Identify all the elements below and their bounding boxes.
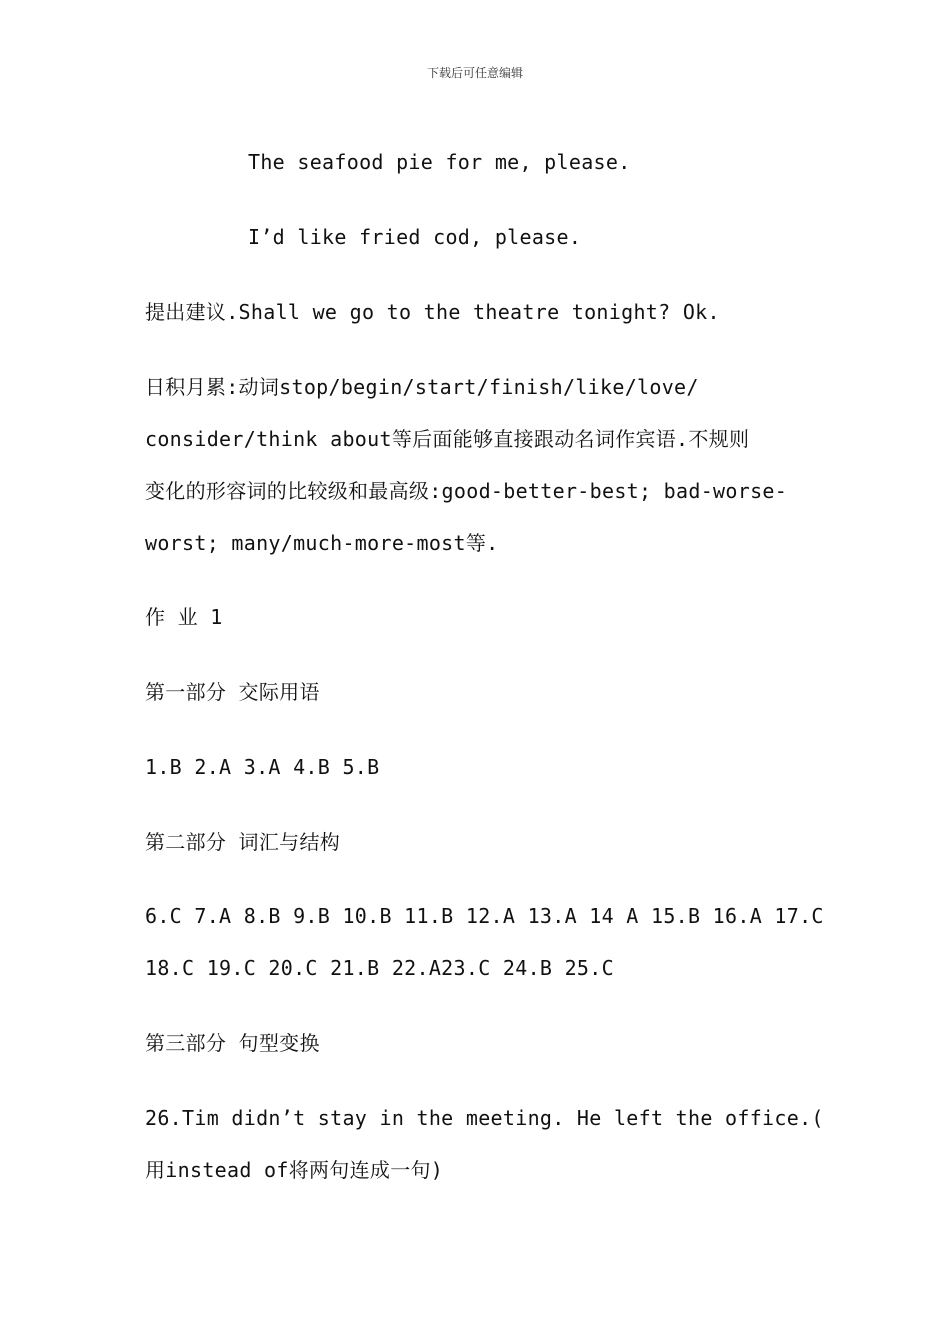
section-heading-2: 第二部分 词汇与结构 [145,830,341,854]
section-heading-1: 第一部分 交际用语 [145,680,320,704]
answers-section-2-line-2: 18.C 19.C 20.C 21.B 22.A23.C 24.B 25.C [145,956,614,980]
note-line-2: consider/think about等后面能够直接跟动名词作宾语.不规则 [145,427,750,451]
page-header: 下载后可任意编辑 [426,66,523,80]
dialogue-line-cod: I’d like fried cod, please. [248,225,582,249]
question-26-line-2: 用instead of将两句连成一句) [145,1158,444,1182]
suggestion-line: 提出建议.Shall we go to the theatre tonight? Ok. [145,300,720,324]
question-26-line-1: 26.Tim didn’t stay in the meeting. He left the office.( [145,1106,824,1130]
note-line-3: 变化的形容词的比较级和最高级:good-better-best; bad-worse- [145,479,788,503]
homework-title: 作 业 1 [145,605,223,629]
answers-section-2-line-1: 6.C 7.A 8.B 9.B 10.B 11.B 12.A 13.A 14 A 15.B 16.A 17.C [145,904,824,928]
answers-section-1: 1.B 2.A 3.A 4.B 5.B [145,755,380,779]
note-line-4: worst; many/much-more-most等. [145,531,499,555]
section-heading-3: 第三部分 句型变换 [145,1031,320,1055]
dialogue-line-seafood: The seafood pie for me, please. [248,150,631,174]
note-line-1: 日积月累:动词stop/begin/start/finish/like/love/ [145,375,699,399]
